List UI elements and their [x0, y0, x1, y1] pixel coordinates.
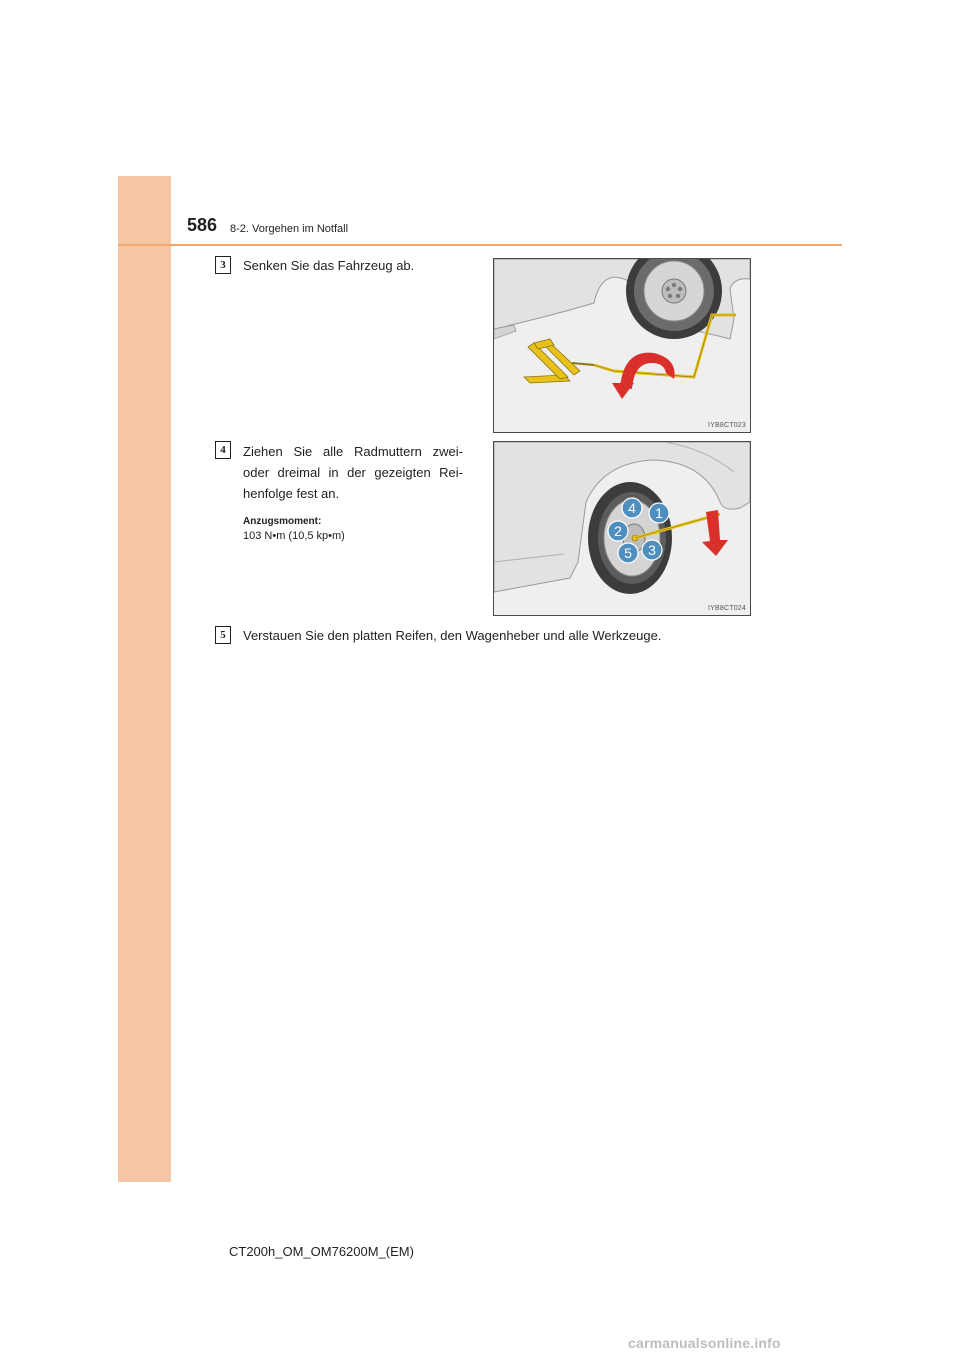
step-number-4: 4	[215, 441, 231, 459]
torque-label: Anzugsmoment:	[243, 516, 322, 527]
section-title: 8-2. Vorgehen im Notfall	[230, 223, 349, 235]
tighten-nuts-illustration	[494, 442, 750, 615]
nut-label-3: 3	[648, 542, 656, 558]
figure-tighten-nuts	[493, 441, 751, 616]
step-4-line-2: oder dreimal in der gezeigten Rei-	[243, 465, 463, 480]
step-number-3: 3	[215, 256, 231, 274]
step-5-text: Verstauen Sie den platten Reifen, den Wagenheber und alle Werkzeuge.	[243, 628, 662, 643]
step-4-line-3: henfolge fest an.	[243, 486, 340, 501]
step-4-text	[243, 441, 463, 504]
document-code: CT200h_OM_OM76200M_(EM)	[229, 1244, 414, 1259]
torque-value: 103 N•m (10,5 kp•m)	[243, 530, 345, 542]
watermark: carmanualsonline.info	[628, 1335, 781, 1351]
header-rule	[118, 244, 842, 246]
nut-label-5: 5	[624, 545, 632, 561]
nut-label-1: 1	[655, 505, 663, 521]
step-3-text: Senken Sie das Fahrzeug ab.	[243, 258, 415, 273]
figure-code: IYB8CT024	[708, 605, 746, 612]
page-number: 586	[187, 215, 218, 235]
nut-label-4: 4	[628, 500, 636, 516]
figure-lower-vehicle	[493, 258, 751, 433]
chapter-sidebar-tab	[118, 176, 171, 1182]
lower-vehicle-illustration	[494, 259, 750, 432]
figure-code: IYB8CT023	[708, 422, 746, 429]
nut-label-2: 2	[614, 523, 622, 539]
step-number-5: 5	[215, 626, 231, 644]
step-4-line-1: Ziehen Sie alle Radmuttern zwei-	[243, 444, 463, 459]
